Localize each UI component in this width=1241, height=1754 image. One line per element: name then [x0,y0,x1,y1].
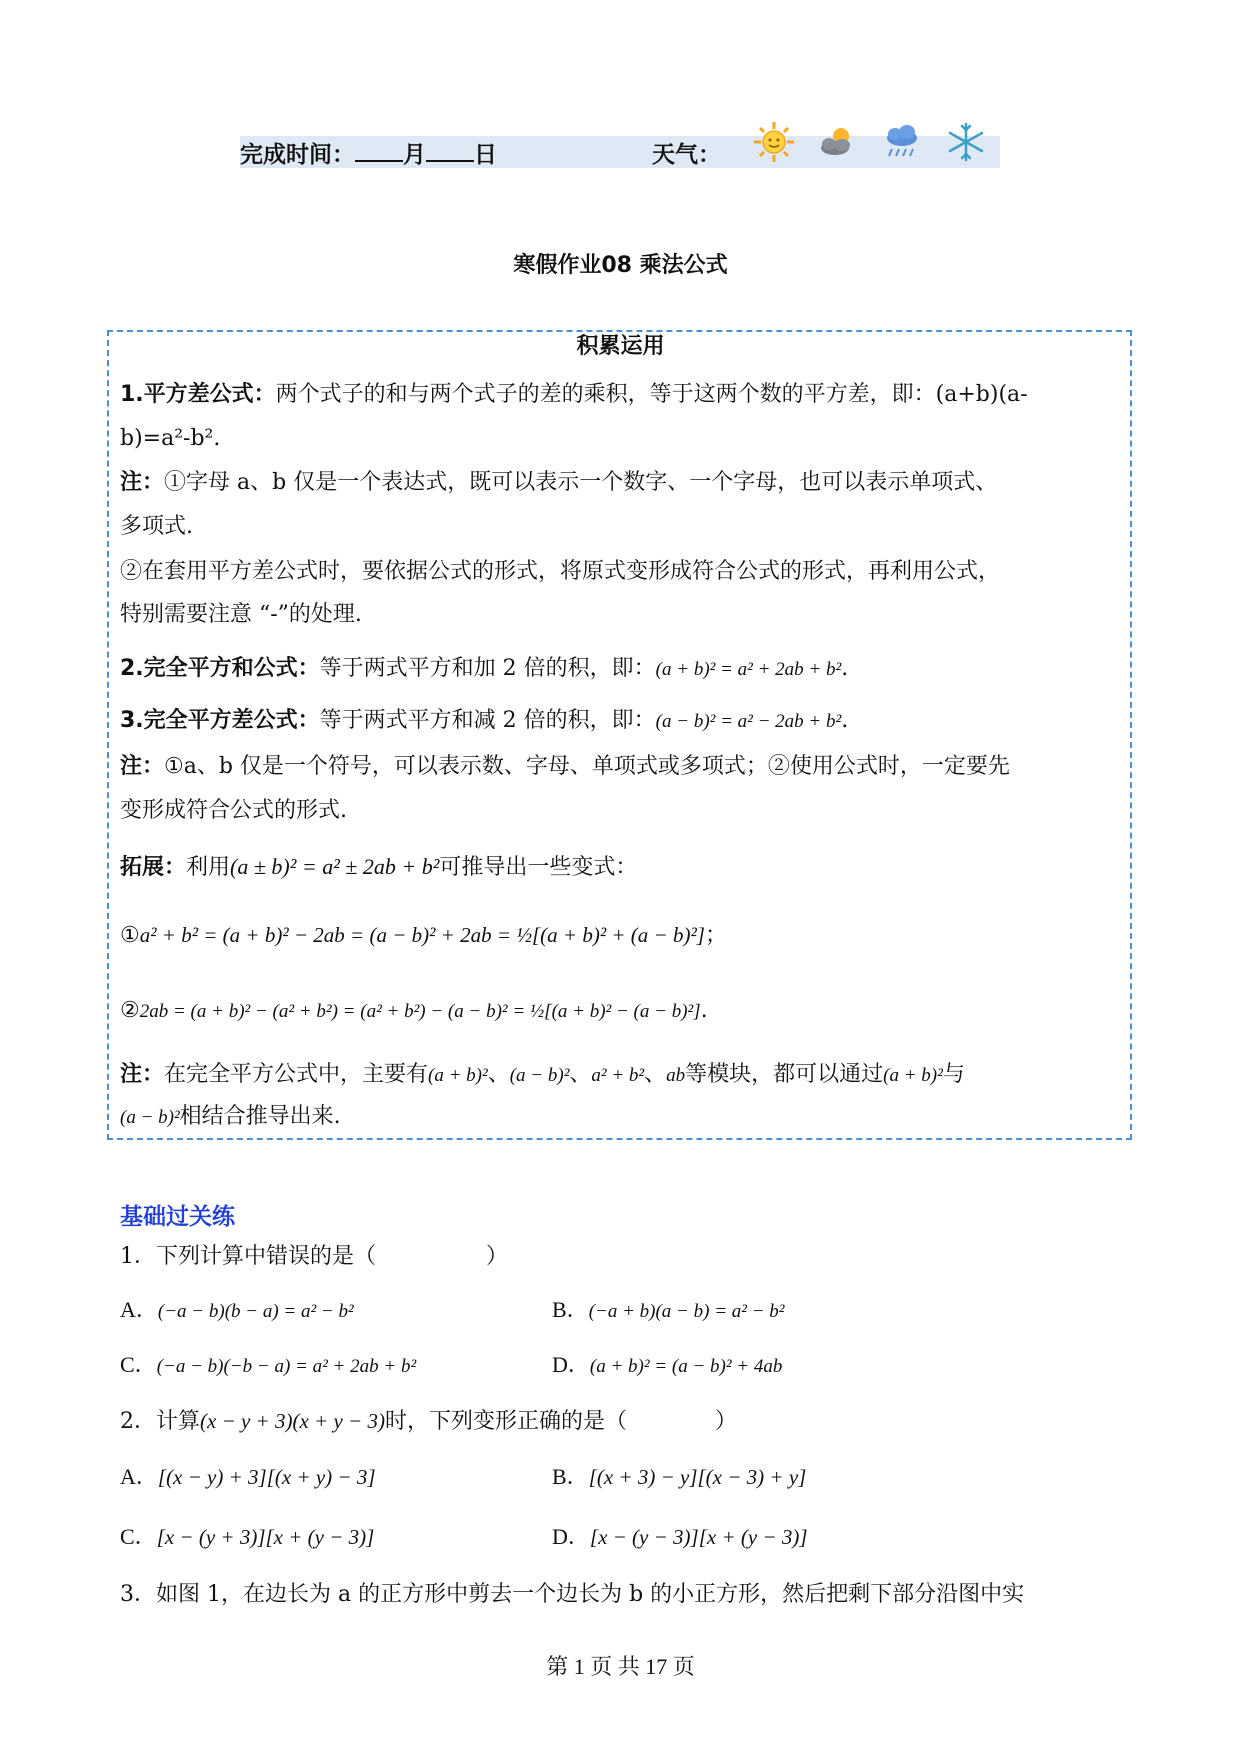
note2-line2: 特别需要注意 “-”的处理. [120,602,362,627]
completion-time: 完成时间： 月 日 [240,142,497,168]
note2-line: ②在套用平方差公式时，要依据公式的形式，将原式变形成符合公式的形式，再利用公式， [120,559,1001,584]
ext-formula: (a ± b)² = a² ± 2ab + b² [230,854,440,879]
box-heading: 积累运用 [576,334,665,359]
p3-formula: (a − b)² = a² − 2ab + b² [655,711,842,732]
p2-formula: (a + b)² = a² + 2ab + b² [655,659,842,680]
page-footer: 第 1 页 共 17 页 [546,1654,695,1679]
q1-option-b[interactable]: B．(−a + b)(a − b) = a² − b² [552,1297,785,1322]
partly-cloudy-icon[interactable] [815,120,859,164]
q1-option-d[interactable]: D．(a + b)² = (a − b)² + 4ab [552,1352,783,1377]
snowflake-icon[interactable] [944,120,988,164]
variant-1: ①a² + b² = (a + b)² − 2ab = (a − b)² + 2ab = ½[(a + b)² + (a − b)²]； [120,923,727,948]
v2-formula: 2ab = (a + b)² − (a² + b²) = (a² + b²) − (a − b)² = ½[(a + b)² − (a − b)²] [139,1001,701,1022]
q1-option-a[interactable]: A．(−a − b)(b − a) = a² − b² [120,1297,354,1322]
rain-icon[interactable] [880,120,924,164]
v1-marker: ① [120,923,140,948]
note3-line: 注：①a、b 仅是一个符号，可以表示数、字母、单项式或多项式；②使用公式时，一定要先 [120,754,1010,779]
month-blank[interactable] [355,140,403,162]
v1-formula: a² + b² = (a + b)² − 2ab = (a − b)² + 2ab = ½[(a + b)² + (a − b)²] [139,923,705,947]
note4-line: 注：在完全平方公式中，主要有(a + b)²、(a − b)²、a² + b²、ab等模块，都可以通过(a + b)²与 [120,1062,965,1087]
note1-line: 注：①字母 a、b 仅是一个表达式，既可以表示一个数字、一个字母，也可以表示单项式、 [120,470,998,495]
q1-option-c[interactable]: C．(−a − b)(−b − a) = a² + 2ab + b² [120,1352,417,1377]
v2-marker: ② [120,998,140,1023]
q2-option-d[interactable]: D．[x − (y − 3)][x + (y − 3)] [552,1524,808,1549]
question-1-stem: 1．下列计算中错误的是（ ） [120,1244,508,1269]
extension-line: 拓展：利用(a ± b)² = a² ± 2ab + b²可推导出一些变式： [120,854,638,880]
p1-line: 1.平方差公式：两个式子的和与两个式子的差的乘积，等于这两个数的平方差，即：(a+b)(a- [120,382,1028,407]
sun-icon[interactable] [752,120,796,164]
question-3-stem: 3．如图 1，在边长为 a 的正方形中剪去一个边长为 b 的小正方形，然后把剩下部分沿图中实 [120,1582,1025,1607]
note4-line2: (a − b)²相结合推导出来. [120,1104,341,1129]
q2-option-b[interactable]: B．[(x + 3) − y][(x − 3) + y] [552,1464,807,1489]
day-blank[interactable] [426,140,474,162]
q2-option-c[interactable]: C．[x − (y + 3)][x + (y − 3)] [120,1524,375,1549]
note3-line2: 变形成符合公式的形式. [120,798,347,823]
note1-line2: 多项式. [120,514,193,539]
page-title: 寒假作业08 乘法公式 [513,253,728,278]
p2-line: 2.完全平方和公式：等于两式平方和加 2 倍的积，即：(a + b)² = a² + 2ab + b². [120,656,849,681]
variant-2: ②2ab = (a + b)² − (a² + b²) = (a² + b²) − (a − b)² = ½[(a + b)² − (a − b)²]. [120,998,708,1023]
q2-option-a[interactable]: A．[(x − y) + 3][(x + y) − 3] [120,1464,376,1489]
weather-label: 天气： [652,142,721,168]
p1-line2: b)=a²-b². [120,426,221,451]
section-heading: 基础过关练 [120,1204,235,1230]
question-2-stem: 2．计算(x − y + 3)(x + y − 3)时，下列变形正确的是（ ） [120,1409,737,1434]
p3-line: 3.完全平方差公式：等于两式平方和减 2 倍的积，即：(a − b)² = a² − 2ab + b². [120,708,849,733]
